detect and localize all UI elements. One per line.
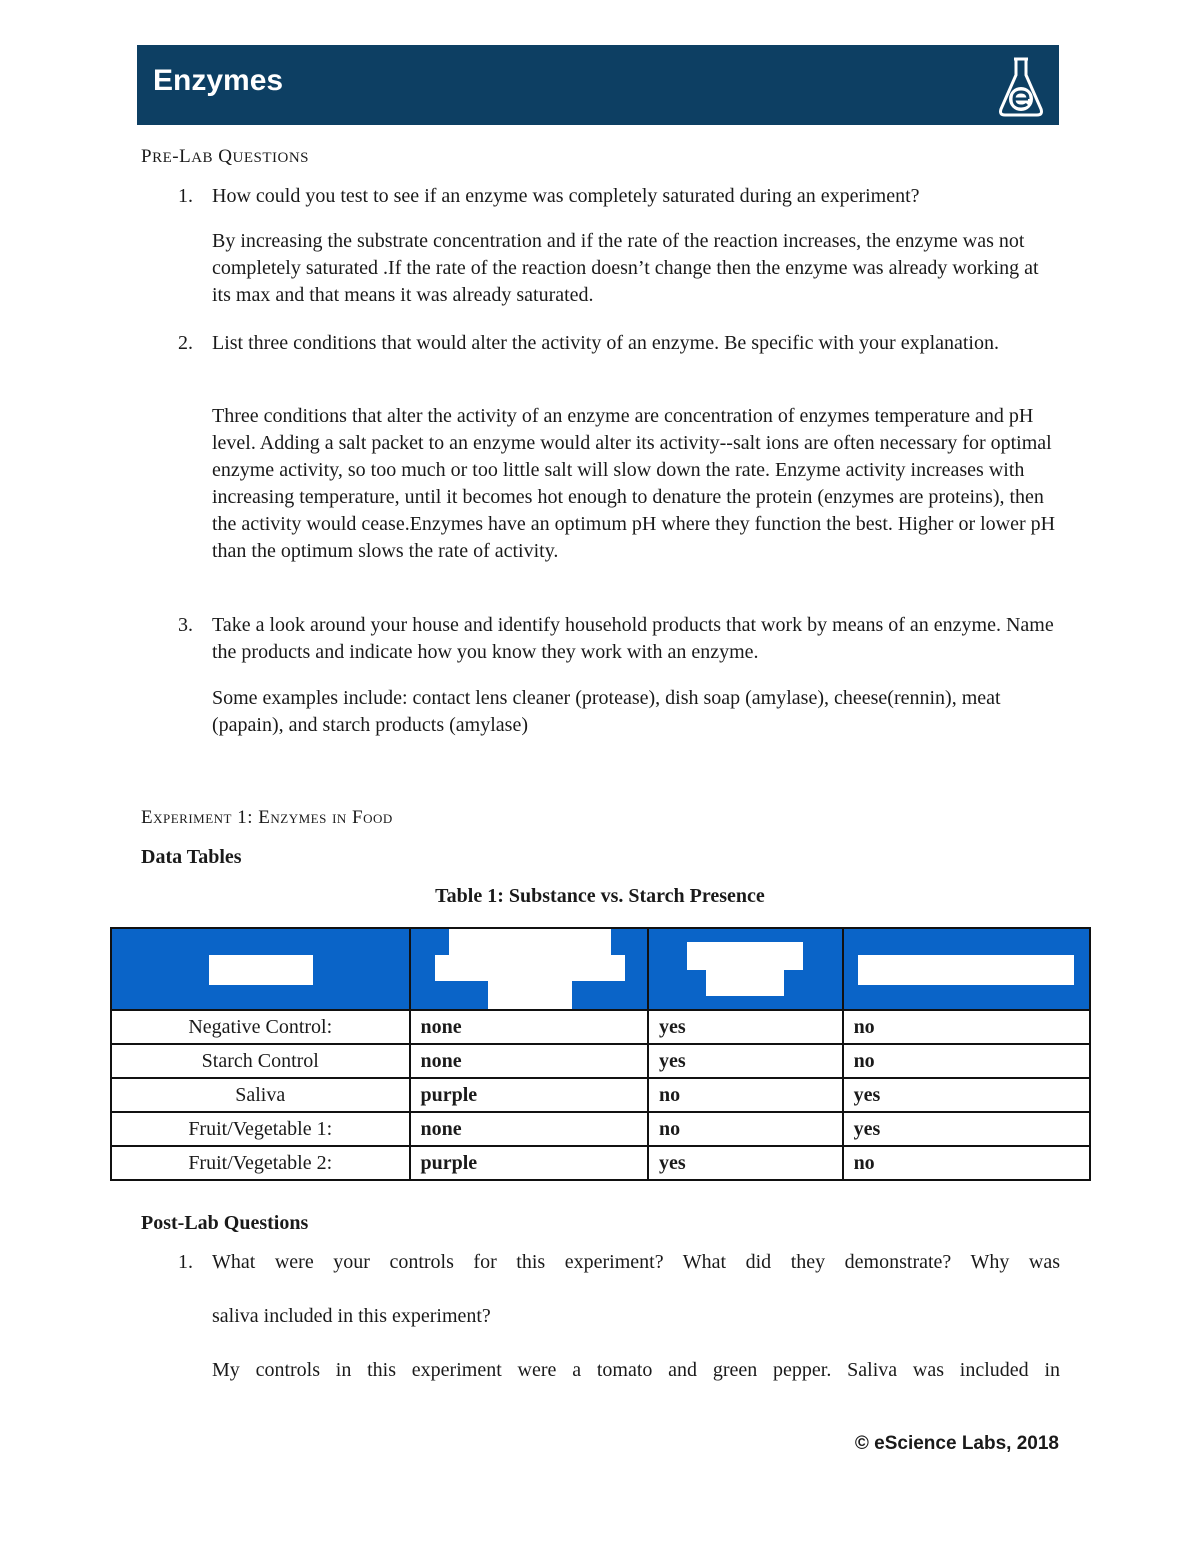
row-label: Saliva — [111, 1078, 410, 1112]
table-row — [111, 1112, 1090, 1146]
cell-value: no — [843, 1146, 1090, 1180]
table-row — [111, 1010, 1090, 1044]
cell-value: purple — [410, 1078, 649, 1112]
prelab-answer-3: Some examples include: contact lens cleaner (protease), dish soap (amylase), cheese(rennin), meat (papain), and starch products (amylase) — [212, 687, 1001, 736]
page-title: Enzymes — [153, 64, 284, 97]
header-cell-substance — [111, 928, 410, 1010]
cell-value: purple — [410, 1146, 649, 1180]
row-label: Fruit/Vegetable 1: — [111, 1112, 410, 1146]
prelab-heading: PRE-LAB QUESTIONS — [141, 146, 310, 167]
cell-value: none — [410, 1112, 649, 1146]
row-label: Negative Control: — [111, 1010, 410, 1044]
prelab-answer-1: By increasing the substrate concentration and if the rate of the reaction increases, the enzyme was not completely saturated .If the rate of the reaction doesn’t change then the enzyme was already working at its max and that means it was already saturated. — [212, 230, 1039, 306]
row-label: Fruit/Vegetable 2: — [111, 1146, 410, 1180]
flask-logo-icon — [997, 53, 1045, 119]
data-tables-label: Data Tables — [141, 846, 242, 868]
cell-value: no — [843, 1044, 1090, 1078]
cell-value: no — [648, 1078, 843, 1112]
postlab-heading: Post-Lab Questions — [141, 1212, 309, 1234]
header-banner — [137, 45, 1059, 125]
cell-value: yes — [648, 1044, 843, 1078]
table-row — [111, 1078, 1090, 1112]
cell-value: none — [410, 1044, 649, 1078]
cell-value: none — [410, 1010, 649, 1044]
experiment-heading: Experiment 1: Enzymes in Food — [141, 807, 393, 828]
cell-value: yes — [648, 1146, 843, 1180]
postlab-answer-1: My controls in this experiment were a tomato and green pepper. Saliva was included in — [212, 1359, 1060, 1381]
header-cell-color — [410, 928, 649, 1010]
table-header-row — [111, 928, 1090, 1010]
postlab-question-1-cont: saliva included in this experiment? — [212, 1305, 491, 1327]
prelab-answer-2: Three conditions that alter the activity of an enzyme are concentration of enzymes temperature and pH level. Adding a salt packet to an enzyme would alter its activity--salt ions are often necessary for optimal enzyme activity, so too much or too little salt will slow down the rate. Enzyme activity increases with increasing temperature, until it becomes hot enough to denature the protein (enzymes are proteins), then the activity would cease.Enzymes have an optimum pH where they function the best. Higher or lower pH than the optimum slows the rate of activity. — [212, 405, 1056, 562]
cell-value: yes — [843, 1078, 1090, 1112]
cell-value: yes — [648, 1010, 843, 1044]
cell-value: no — [843, 1010, 1090, 1044]
header-cell-sugar — [843, 928, 1090, 1010]
row-label: Starch Control — [111, 1044, 410, 1078]
cell-value: yes — [843, 1112, 1090, 1146]
copyright-footer: © eScience Labs, 2018 — [854, 1433, 1059, 1454]
table-row — [111, 1044, 1090, 1078]
substance-starch-table — [110, 927, 1091, 1181]
table-row — [111, 1146, 1090, 1180]
cell-value: no — [648, 1112, 843, 1146]
header-cell-starch — [648, 928, 843, 1010]
table-title: Table 1: Substance vs. Starch Presence — [435, 885, 765, 907]
